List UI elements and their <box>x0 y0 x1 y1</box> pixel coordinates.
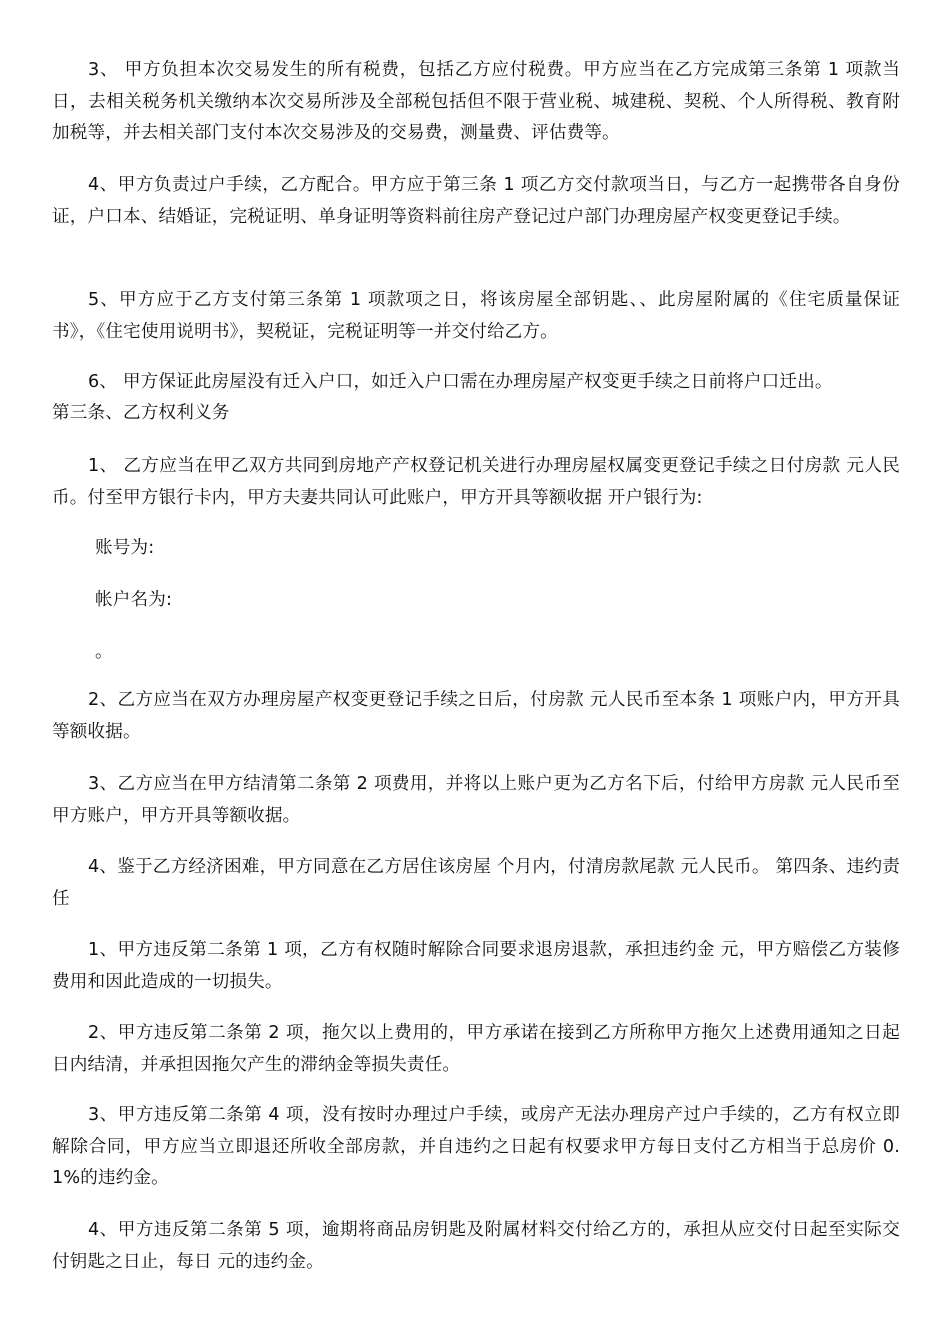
clause-2-4-paragraph: 4、甲方负责过户手续，乙方配合。甲方应于第三条 1 项乙方交付款项当日，与乙方一起携带各自身份证，户口本、结婚证，完税证明、单身证明等资料前往房产登记过户部门办理房屋产权变更登记手续。 <box>52 175 900 227</box>
account-number-label: 账号为: <box>95 538 155 558</box>
clause-2-5-paragraph: 5、甲方应于乙方支付第三条第 1 项款项之日，将该房屋全部钥匙、、此房屋附属的《住宅质量保证书》，《住宅使用说明书》，契税证，完税证明等一并交付给乙方。 <box>52 290 900 342</box>
clause-4-3-paragraph: 3、甲方违反第二条第 4 项，没有按时办理过户手续，或房产无法办理房产过户手续的，乙方有权立即解除合同，甲方应当立即退还所收全部房款，并自违约之日起有权要求甲方每日支付乙方相当于总房价 0.1%的违约金。 <box>52 1105 900 1188</box>
period-mark: 。 <box>95 642 113 662</box>
clause-4-2-paragraph: 2、甲方违反第二条第 2 项，拖欠以上费用的，甲方承诺在接到乙方所称甲方拖欠上述费用通知之日起 日内结清，并承担因拖欠产生的滞纳金等损失责任。 <box>52 1023 900 1075</box>
clause-4-1-paragraph: 1、甲方违反第二条第 1 项，乙方有权随时解除合同要求退房退款，承担违约金 元，甲方赔偿乙方装修费用和因此造成的一切损失。 <box>52 940 900 992</box>
clause-4-4-paragraph: 4、甲方违反第二条第 5 项，逾期将商品房钥匙及附属材料交付给乙方的，承担从应交付日起至实际交付钥匙之日止，每日 元的违约金。 <box>52 1220 900 1272</box>
clause-3-2-paragraph: 2、乙方应当在双方办理房屋产权变更登记手续之日后，付房款 元人民币至本条 1 项账户内，甲方开具等额收据。 <box>52 690 900 742</box>
section-3-heading: 第三条、乙方权利义务 <box>52 403 230 423</box>
clause-3-3-paragraph: 3、乙方应当在甲方结清第二条第 2 项费用，并将以上账户更为乙方名下后，付给甲方房款 元人民币至甲方账户，甲方开具等额收据。 <box>52 774 900 826</box>
clause-3-4-paragraph: 4、鉴于乙方经济困难，甲方同意在乙方居住该房屋 个月内，付清房款尾款 元人民币。 第四条、违约责任 <box>52 857 900 909</box>
account-name-label: 帐户名为: <box>95 590 173 610</box>
clause-3-1-paragraph: 1、 乙方应当在甲乙双方共同到房地产产权登记机关进行办理房屋权属变更登记手续之日付房款 元人民币。付至甲方银行卡内，甲方夫妻共同认可此账户，甲方开具等额收据 开户银行为: <box>52 456 900 508</box>
clause-2-3-paragraph: 3、 甲方负担本次交易发生的所有税费，包括乙方应付税费。甲方应当在乙方完成第三条第 1 项款当日，去相关税务机关缴纳本次交易所涉及全部税包括但不限于营业税、城建税、契税、个人所得税、教育附加税等，并去相关部门支付本次交易涉及的交易费，测量费、评估费等。 <box>52 60 900 143</box>
clause-2-6-paragraph: 6、 甲方保证此房屋没有迁入户口，如迁入户口需在办理房屋产权变更手续之日前将户口迁出。 <box>88 372 833 392</box>
